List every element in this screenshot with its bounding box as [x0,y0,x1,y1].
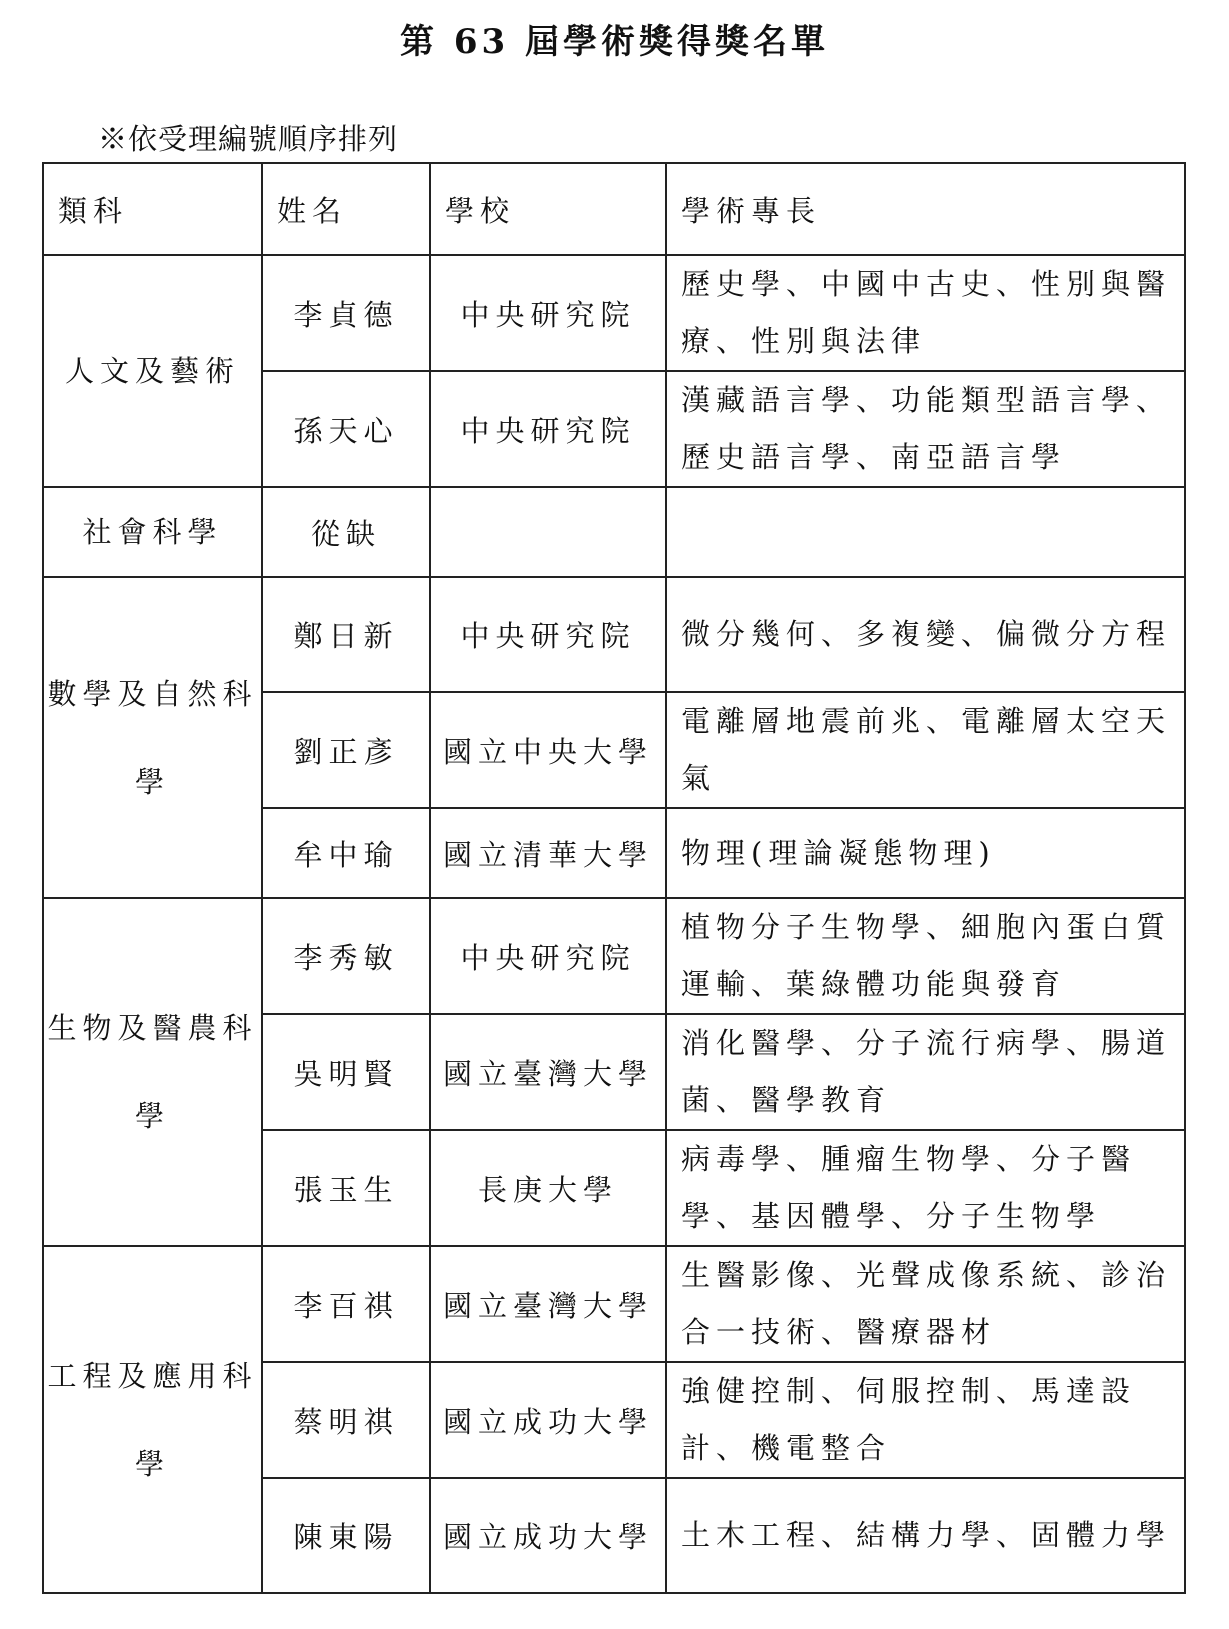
header-name: 姓名 [262,163,430,255]
awardee-expertise: 微分幾何、多複變、偏微分方程 [666,577,1185,692]
awardee-school: 國立清華大學 [430,808,666,898]
header-school: 學校 [430,163,666,255]
table-row [43,577,1185,692]
awardee-name: 李秀敏 [262,898,430,1014]
table-row [43,487,1185,577]
awardee-school: 中央研究院 [430,255,666,371]
ordering-note: ※依受理編號順序排列 [98,122,399,156]
awardee-school: 國立臺灣大學 [430,1014,666,1130]
page-title: 第 63 屆學術獎得獎名單 [400,22,829,62]
awardee-school: 國立成功大學 [430,1478,666,1593]
category-label: 工程及應用科學 [47,1358,258,1481]
awardee-school: 國立中央大學 [430,692,666,808]
header-expertise: 學術專長 [666,163,1185,255]
awardee-school: 長庚大學 [430,1130,666,1246]
awardee-name: 孫天心 [262,371,430,487]
awardee-expertise: 漢藏語言學、功能類型語言學、歷史語言學、南亞語言學 [666,371,1185,487]
awardee-expertise: 歷史學、中國中古史、性別與醫療、性別與法律 [666,255,1185,371]
category-cell [43,577,262,898]
category-cell [43,1246,262,1593]
category-cell: 人文及藝術 [43,255,262,487]
awardee-name: 陳東陽 [262,1478,430,1593]
awardee-name: 牟中瑜 [262,808,430,898]
awardee-expertise: 電離層地震前兆、電離層太空天氣 [666,692,1185,808]
category-label: 數學及自然科學 [47,676,258,799]
awardee-name: 吳明賢 [262,1014,430,1130]
awardee-name: 劉正彥 [262,692,430,808]
awards-table [42,162,1186,1594]
awardee-expertise: 物理(理論凝態物理) [666,808,1185,898]
awardee-school: 國立成功大學 [430,1362,666,1478]
category-cell [43,898,262,1246]
table-row [43,898,1185,1014]
header-category: 類科 [43,163,262,255]
awardee-expertise [666,487,1185,577]
table-row [43,1246,1185,1362]
category-cell: 社會科學 [43,487,262,577]
awardee-name: 李百祺 [262,1246,430,1362]
awardee-expertise: 消化醫學、分子流行病學、腸道菌、醫學教育 [666,1014,1185,1130]
awardee-name: 從缺 [262,487,430,577]
awardee-name: 鄭日新 [262,577,430,692]
awardee-name: 蔡明祺 [262,1362,430,1478]
table-row [43,255,1185,371]
awardee-expertise: 生醫影像、光聲成像系統、診治合一技術、醫療器材 [666,1246,1185,1362]
awardee-name: 張玉生 [262,1130,430,1246]
awardee-school [430,487,666,577]
awardee-expertise: 病毒學、腫瘤生物學、分子醫學、基因體學、分子生物學 [666,1130,1185,1246]
awardee-school: 國立臺灣大學 [430,1246,666,1362]
awardee-expertise: 強健控制、伺服控制、馬達設計、機電整合 [666,1362,1185,1478]
table-header-row [43,163,1185,255]
awardee-school: 中央研究院 [430,371,666,487]
awardee-name: 李貞德 [262,255,430,371]
awardee-school: 中央研究院 [430,577,666,692]
awardee-expertise: 土木工程、結構力學、固體力學 [666,1478,1185,1593]
category-label: 生物及醫農科學 [47,1011,258,1133]
awardee-expertise: 植物分子生物學、細胞內蛋白質運輸、葉綠體功能與發育 [666,898,1185,1014]
awardee-school: 中央研究院 [430,898,666,1014]
